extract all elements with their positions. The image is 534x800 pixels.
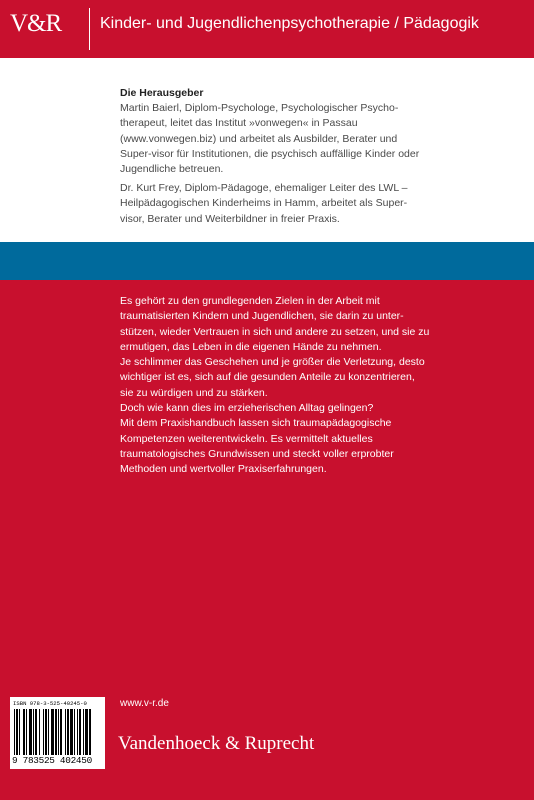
barcode-bar	[39, 709, 40, 755]
barcode-bar	[33, 709, 34, 755]
series-header	[0, 0, 534, 58]
barcode-bar	[77, 709, 78, 755]
barcode-bars	[14, 709, 101, 755]
barcode-bar	[85, 709, 88, 755]
barcode-bar	[26, 709, 27, 755]
barcode-bar	[74, 709, 75, 755]
publisher-name: Vandenhoeck & Ruprecht	[118, 733, 315, 754]
editors-heading: Die Herausgeber	[120, 87, 204, 99]
editor-bio: Martin Baierl, Diplom-Psychologe, Psychologischer Psycho-therapeut, leitet das Institut »vonwegen« in Passau (www.vonwegen.biz) und arbeitet als Ausbilder, Berater und Super-visor für Institutionen, die psychisch auffällige Kinder oder Jugendliche betreuen.	[120, 102, 420, 176]
ean-number: 9 783525 402450	[12, 755, 92, 766]
series-title: Kinder- und Jugendlichenpsychotherapie / Pädagogik	[100, 15, 479, 32]
blurb-paragraph: Doch wie kann dies im erzieherischen Alltag gelingen?	[120, 402, 374, 415]
barcode-bar	[58, 709, 59, 755]
barcode-bar	[43, 709, 44, 755]
barcode-bar	[67, 709, 69, 755]
blurb-paragraph: Es gehört zu den grundlegenden Zielen in der Arbeit mit traumatisierten Kindern und Jugendlichen, sie darin zu unter-stützen, wieder Vertrauen in sich und andere zu setzen, und sie zu ermutigen, das Leben in die eigenen Hände zu nehmen.	[120, 295, 430, 353]
blurb-paragraph: Je schlimmer das Geschehen und je größer die Verletzung, desto wichtiger ist es, sich auf die gesunden Anteile zu konzentrieren, sie zu würdigen und zu stärken.	[120, 356, 425, 399]
barcode-bar	[79, 709, 81, 755]
isbn-barcode	[10, 697, 105, 769]
barcode-bar	[51, 709, 54, 755]
barcode-bar	[16, 709, 18, 755]
barcode-bar	[65, 709, 66, 755]
barcode-bar	[23, 709, 25, 755]
barcode-bar	[83, 709, 84, 755]
blurb-section	[120, 294, 430, 478]
blue-band	[0, 242, 534, 280]
header-divider	[89, 8, 90, 50]
barcode-bar	[14, 709, 15, 755]
publisher-website: www.v-r.de	[120, 698, 169, 709]
editors-section	[120, 86, 420, 231]
publisher-logo: V&R	[10, 10, 62, 37]
barcode-bar	[29, 709, 32, 755]
barcode-bar	[55, 709, 57, 755]
barcode-bar	[89, 709, 91, 755]
barcode-bar	[60, 709, 62, 755]
barcode-bar	[45, 709, 47, 755]
barcode-bar	[35, 709, 37, 755]
editor-bio: Dr. Kurt Frey, Diplom-Pädagoge, ehemaliger Leiter des LWL – Heilpädagogischen Kinderheims in Hamm, arbeitet als Super-visor, Berater und Weiterbildner in freier Praxis.	[120, 182, 408, 225]
barcode-bar	[19, 709, 20, 755]
blurb-paragraph: Mit dem Praxishandbuch lassen sich traumapädagogische Kompetenzen weiterentwickeln. Es vermittelt aktuelles traumatologisches Grundwissen und steckt voller erprobter Methoden und wertvoller Praxiserfahrungen.	[120, 417, 394, 476]
isbn-number: ISBN 978-3-525-40245-0	[13, 700, 87, 707]
barcode-bar	[48, 709, 49, 755]
barcode-bar	[70, 709, 73, 755]
